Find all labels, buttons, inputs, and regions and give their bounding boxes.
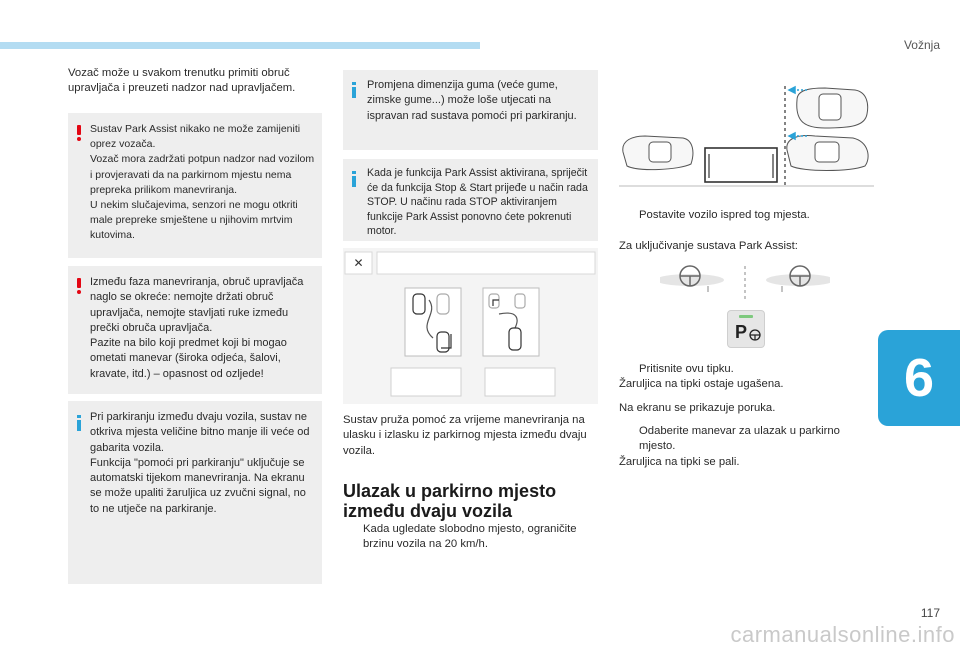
warning-icon (77, 125, 81, 141)
steering-wheel-illustration (660, 262, 830, 302)
list-item: Pritisnite ovu tipku. (639, 363, 734, 375)
info-box-2 (343, 70, 598, 150)
parking-space-illustration (619, 80, 874, 192)
section-title: Vožnja (903, 38, 940, 52)
info-icon (77, 415, 81, 431)
info-text-3: Kada je funkcija Park Assist aktivirana, spriječit će da funkcija Stop & Start prijeđe u način rada STOP. U načinu rada STOP aktiviranjem funkcije Park Assist ponovno ćete pokrenuti motor. (367, 167, 588, 238)
info-text-2: Promjena dimenzija guma (veće gume, zimske gume...) može loše utjecati na ispravan rad sustava pomoći pri parkiranju. (367, 79, 577, 122)
warning-box-2 (68, 266, 322, 394)
park-assist-button[interactable] (727, 310, 765, 348)
info-box-3 (343, 159, 598, 241)
chapter-tab[interactable]: 6 (878, 330, 960, 426)
header-bar (0, 42, 480, 49)
warning-text-1: Sustav Park Assist nikako ne može zamijeniti oprez vozača. Vozač mora zadržati potpun nadzor nad vozilom i provjeravati da na parkirnom mjestu nema prepreka prilikom manevriranja. U nekim slučajevima, senzori ne mogu otkriti male prepreke smještene u njihovim mrtvim kutovima. (90, 123, 315, 242)
intro-paragraph: Vozač može u svakom trenutku primiti obruč upravljača i preuzeti nadzor nad upravljačem. (68, 67, 296, 95)
warning-text-2: Između faza manevriranja, obruč upravljača naglo se okreće: nemojte držati obruč upravljača, nemojte stavljati ruke između prečki obruča upravljača. Pazite na bilo koji predmet koji bi mogao ometati manevar (široka odjeća, šalovi, kravate, itd.) – opasnost od ozljede! (90, 276, 304, 380)
parked-car-left (623, 136, 693, 170)
close-icon[interactable]: ✕ (353, 256, 364, 270)
figure-caption: Sustav pruža pomoć za vrijeme manevriranja na ulasku i izlasku iz parkirnog mjesta između dvaju vozila. (343, 414, 587, 457)
steering-wheel-icon (749, 329, 761, 341)
bullet-note: Žaruljica na tipki se pali. (619, 456, 740, 468)
info-icon (352, 82, 356, 98)
section-heading: Ulazak u parkirno mjesto između dvaju vozila (343, 481, 557, 521)
touchscreen-illustration (343, 248, 598, 404)
info-box-1 (68, 401, 322, 584)
warning-box-1 (68, 113, 322, 258)
list-item: Odaberite manevar za ulazak u parkirno mjesto. (639, 425, 840, 453)
bullet-note: Žaruljica na tipki ostaje ugašena. (619, 378, 784, 390)
indicator-light-icon (739, 315, 753, 318)
info-icon (352, 171, 356, 187)
list-item: Postavite vozilo ispred tog mjesta. (639, 209, 810, 221)
page-number: 117 (920, 606, 940, 620)
list-item: Kada ugledate slobodno mjesto, ograničite brzinu vozila na 20 km/h. (363, 523, 577, 551)
info-text-1: Pri parkiranju između dvaju vozila, sustav ne otkriva mjesta veličine bitno manje ili veće od gabarita vozila. Funkcija "pomoći pri parkiranju" uključuje se automatski tijekom manevriranja. Na ekranu se može upaliti žaruljica uz zvučni signal, no to ne utječe na parkiranje. (90, 411, 310, 515)
parked-car-right (787, 136, 868, 171)
watermark: carmanualsonline.info (730, 622, 955, 647)
activation-intro: Za uključivanje sustava Park Assist: (619, 240, 798, 252)
warning-icon (77, 278, 81, 294)
screen-message: Na ekranu se prikazuje poruka. (619, 402, 776, 414)
park-assist-letter: P (735, 322, 748, 342)
moving-car (797, 88, 868, 128)
